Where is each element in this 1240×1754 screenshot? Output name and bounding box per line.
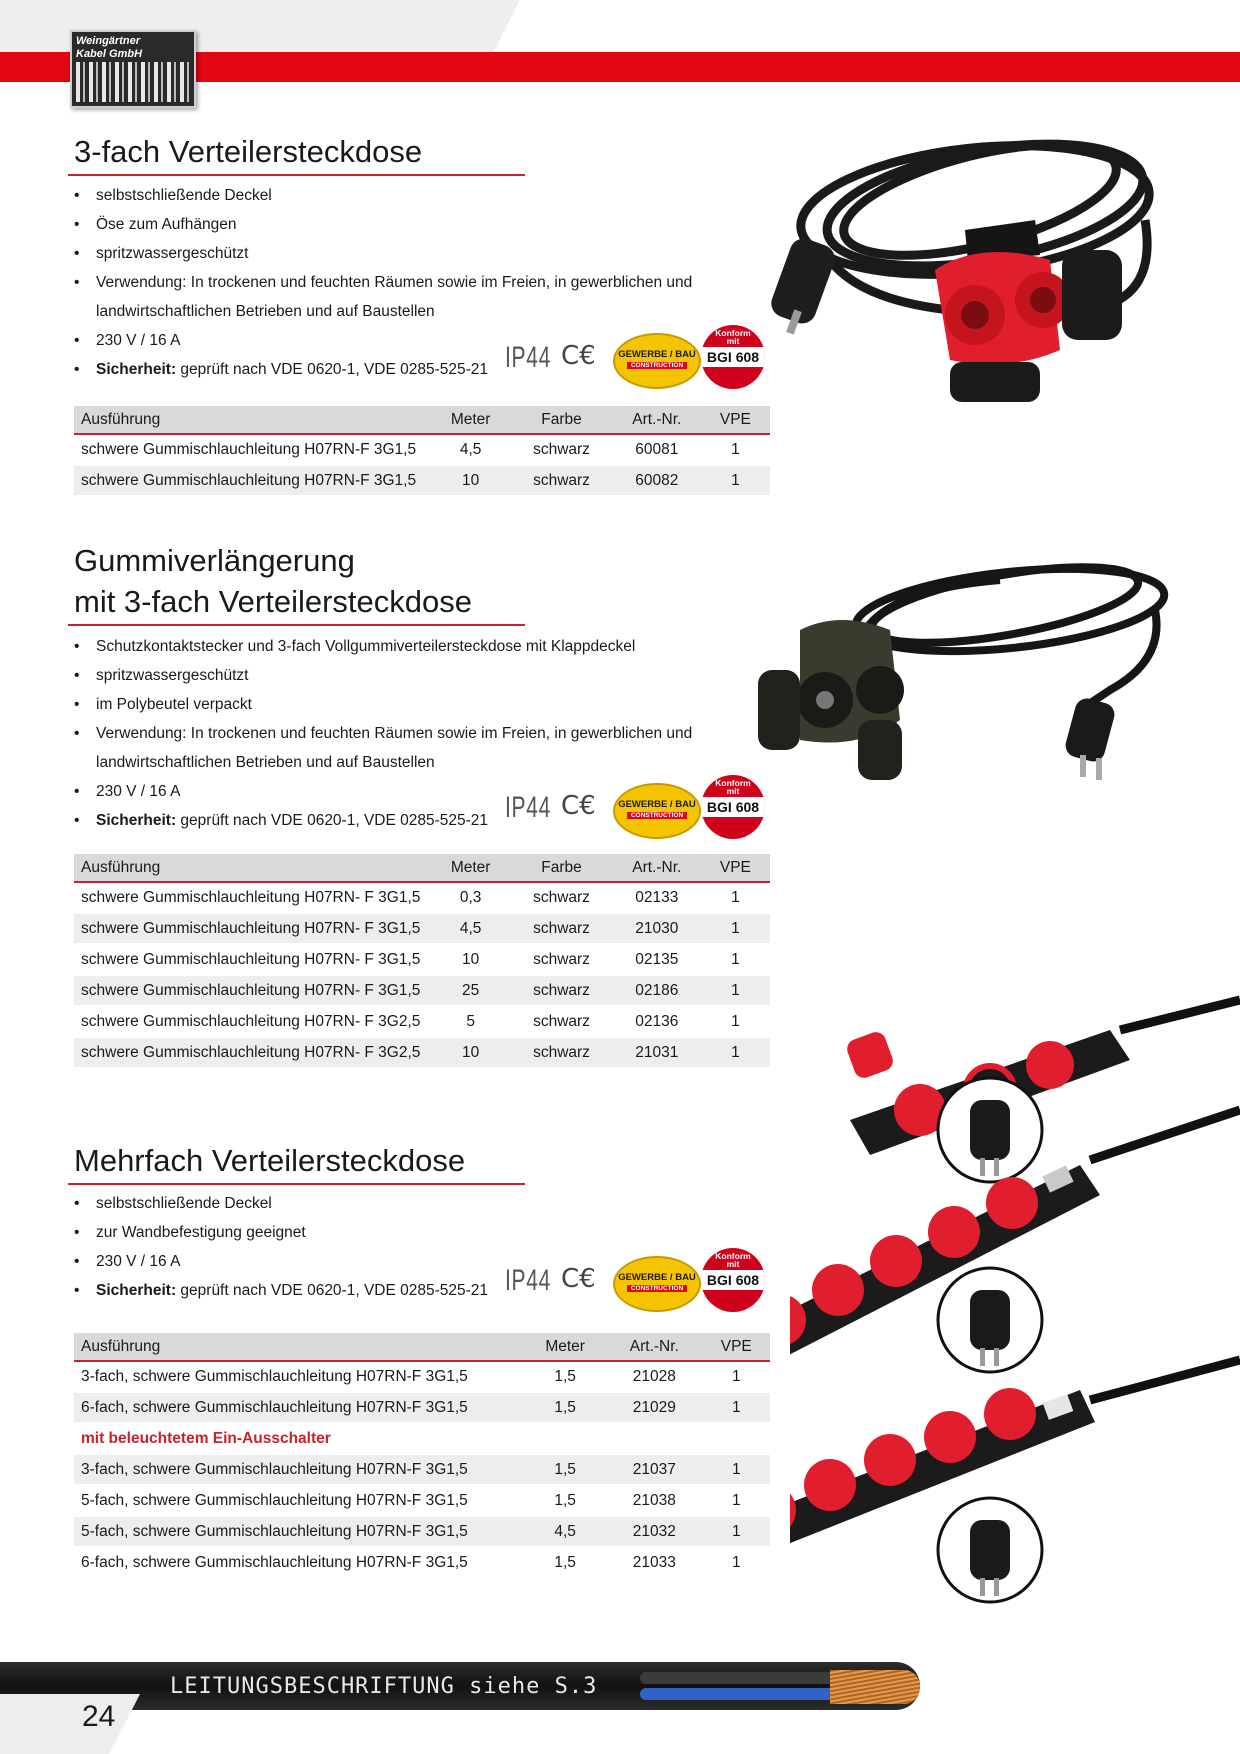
title-underline bbox=[68, 1183, 525, 1185]
cell-meter: 25 bbox=[431, 975, 510, 1006]
cell-artnr: 21037 bbox=[606, 1454, 702, 1485]
cell-ausfuehrung: schwere Gummischlauchleitung H07RN-F 3G1,5 bbox=[74, 465, 431, 496]
cell-ausfuehrung: schwere Gummischlauchleitung H07RN- F 3G2,5 bbox=[74, 1006, 431, 1037]
cell-farbe: schwarz bbox=[510, 913, 613, 944]
ip44-mark: IP44 bbox=[505, 791, 552, 824]
cell-vpe: 1 bbox=[703, 1454, 771, 1485]
table-row bbox=[74, 882, 770, 913]
gewerbe-label: GEWERBE / BAU bbox=[618, 1272, 696, 1283]
feature-item: • Verwendung: In trockenen und feuchten Räumen sowie im Freien, in gewerblichen und bbox=[74, 719, 692, 748]
table-row bbox=[74, 434, 770, 465]
cell-vpe: 1 bbox=[703, 1392, 771, 1423]
table-row bbox=[74, 944, 770, 975]
table-row bbox=[74, 1392, 770, 1423]
cell-farbe: schwarz bbox=[510, 975, 613, 1006]
table-row bbox=[74, 975, 770, 1006]
section-title: Mehrfach Verteilersteckdose bbox=[74, 1143, 466, 1178]
subheading-illuminated-switch: mit beleuchtetem Ein-Ausschalter bbox=[74, 1423, 770, 1454]
feature-item-continued: landwirtschaftlichen Betrieben und auf Baustellen bbox=[96, 754, 435, 771]
feature-item: • selbstschließende Deckel bbox=[74, 1189, 488, 1218]
cell-vpe: 1 bbox=[701, 975, 770, 1006]
cell-vpe: 1 bbox=[703, 1361, 771, 1392]
product-table bbox=[74, 854, 770, 1069]
cell-artnr: 02133 bbox=[613, 882, 701, 913]
cell-vpe: 1 bbox=[703, 1516, 771, 1547]
table-header-row bbox=[74, 406, 770, 434]
cell-ausfuehrung: schwere Gummischlauchleitung H07RN- F 3G1,5 bbox=[74, 882, 431, 913]
product-image-red-3way-socket bbox=[750, 110, 1180, 430]
cell-artnr: 21032 bbox=[606, 1516, 702, 1547]
gewerbe-bau-seal bbox=[613, 333, 701, 389]
cell-vpe: 1 bbox=[701, 913, 770, 944]
cable-print-text: LEITUNGSBESCHRIFTUNG siehe S.3 bbox=[170, 1674, 598, 1699]
footer-wire-blue bbox=[640, 1688, 840, 1700]
cell-artnr: 02135 bbox=[613, 944, 701, 975]
company-logo bbox=[70, 30, 196, 108]
col-meter: Meter bbox=[431, 854, 510, 882]
construction-label: CONSTRUCTION bbox=[627, 812, 687, 819]
cell-vpe: 1 bbox=[703, 1547, 771, 1578]
cell-artnr: 21030 bbox=[613, 913, 701, 944]
ce-mark: C€ bbox=[561, 1264, 596, 1294]
cell-ausfuehrung: schwere Gummischlauchleitung H07RN- F 3G1,5 bbox=[74, 975, 431, 1006]
cell-meter: 4,5 bbox=[524, 1516, 606, 1547]
col-ausfuehrung: Ausführung bbox=[74, 406, 431, 434]
cell-vpe: 1 bbox=[701, 434, 770, 465]
cell-meter: 1,5 bbox=[524, 1392, 606, 1423]
cell-vpe: 1 bbox=[701, 1006, 770, 1037]
col-farbe: Farbe bbox=[510, 854, 613, 882]
col-ausfuehrung: Ausführung bbox=[74, 1333, 524, 1361]
feature-item-continued: landwirtschaftlichen Betrieben und auf Baustellen bbox=[96, 303, 435, 320]
cell-meter: 0,3 bbox=[431, 882, 510, 913]
gewerbe-label: GEWERBE / BAU bbox=[618, 349, 696, 360]
table-row bbox=[74, 1516, 770, 1547]
cell-farbe: schwarz bbox=[510, 465, 613, 496]
safety-label: Sicherheit: bbox=[96, 1282, 177, 1299]
cell-ausfuehrung: 6-fach, schwere Gummischlauchleitung H07RN-F 3G1,5 bbox=[74, 1392, 524, 1423]
cell-ausfuehrung: 6-fach, schwere Gummischlauchleitung H07RN-F 3G1,5 bbox=[74, 1547, 524, 1578]
table-header-row bbox=[74, 854, 770, 882]
page-number-box bbox=[0, 1694, 140, 1754]
cell-farbe: schwarz bbox=[510, 1006, 613, 1037]
strip-6way-b bbox=[790, 1360, 1240, 1602]
cell-ausfuehrung: schwere Gummischlauchleitung H07RN- F 3G1,5 bbox=[74, 913, 431, 944]
table-header-row bbox=[74, 1333, 770, 1361]
cell-meter: 10 bbox=[431, 465, 510, 496]
bgi608-label: BGI 608 bbox=[706, 349, 760, 365]
col-artnr: Art.-Nr. bbox=[606, 1333, 702, 1361]
cell-ausfuehrung: schwere Gummischlauchleitung H07RN- F 3G1,5 bbox=[74, 944, 431, 975]
feature-item: • im Polybeutel verpackt bbox=[74, 690, 692, 719]
feature-item: • 230 V / 16 A bbox=[74, 326, 692, 355]
product-table bbox=[74, 1333, 770, 1579]
gewerbe-bau-seal bbox=[613, 783, 701, 839]
footer-wire-black bbox=[640, 1672, 860, 1684]
cell-farbe: schwarz bbox=[510, 434, 613, 465]
bgi608-label: BGI 608 bbox=[706, 799, 760, 815]
cell-meter: 4,5 bbox=[431, 913, 510, 944]
cell-farbe: schwarz bbox=[510, 1037, 613, 1068]
cell-vpe: 1 bbox=[701, 944, 770, 975]
table-subheading-row bbox=[74, 1423, 770, 1454]
table-row bbox=[74, 1361, 770, 1392]
col-farbe: Farbe bbox=[510, 406, 613, 434]
cell-meter: 4,5 bbox=[431, 434, 510, 465]
title-underline bbox=[68, 174, 525, 176]
construction-label: CONSTRUCTION bbox=[627, 362, 687, 369]
table-row bbox=[74, 1006, 770, 1037]
table-row bbox=[74, 913, 770, 944]
col-meter: Meter bbox=[431, 406, 510, 434]
col-artnr: Art.-Nr. bbox=[613, 406, 701, 434]
feature-item: • Schutzkontaktstecker und 3-fach Vollgummiverteilersteckdose mit Klappdeckel bbox=[74, 632, 692, 661]
bgi608-seal bbox=[701, 1248, 765, 1312]
feature-item-safety bbox=[74, 1276, 488, 1305]
feature-item: • selbstschließende Deckel bbox=[74, 181, 692, 210]
feature-item: • 230 V / 16 A bbox=[74, 777, 692, 806]
cell-vpe: 1 bbox=[703, 1485, 771, 1516]
cell-artnr: 21028 bbox=[606, 1361, 702, 1392]
safety-label: Sicherheit: bbox=[96, 361, 177, 378]
gewerbe-label: GEWERBE / BAU bbox=[618, 799, 696, 810]
col-vpe: VPE bbox=[701, 406, 770, 434]
product-image-multi-socket-strips bbox=[790, 990, 1240, 1650]
table-row bbox=[74, 465, 770, 496]
footer-copper-strands bbox=[830, 1670, 920, 1704]
company-name: Weingärtner Kabel GmbH bbox=[76, 35, 143, 60]
cell-ausfuehrung: 5-fach, schwere Gummischlauchleitung H07RN-F 3G1,5 bbox=[74, 1485, 524, 1516]
feature-item: • Öse zum Aufhängen bbox=[74, 210, 692, 239]
cell-farbe: schwarz bbox=[510, 882, 613, 913]
konform-label: Konform mit bbox=[715, 328, 751, 346]
safety-text: geprüft nach VDE 0620-1, VDE 0285-525-21 bbox=[176, 361, 489, 378]
cell-artnr: 02186 bbox=[613, 975, 701, 1006]
table-row bbox=[74, 1485, 770, 1516]
safety-text: geprüft nach VDE 0620-1, VDE 0285-525-21 bbox=[176, 1282, 489, 1299]
cell-ausfuehrung: schwere Gummischlauchleitung H07RN-F 3G1,5 bbox=[74, 434, 431, 465]
cell-artnr: 02136 bbox=[613, 1006, 701, 1037]
safety-label: Sicherheit: bbox=[96, 812, 177, 829]
strip-3way bbox=[844, 1000, 1240, 1182]
cell-meter: 10 bbox=[431, 944, 510, 975]
cell-vpe: 1 bbox=[701, 1037, 770, 1068]
table-row bbox=[74, 1454, 770, 1485]
section-title: Gummiverlängerung bbox=[74, 543, 355, 578]
cell-vpe: 1 bbox=[701, 465, 770, 496]
cell-ausfuehrung: 3-fach, schwere Gummischlauchleitung H07RN-F 3G1,5 bbox=[74, 1361, 524, 1392]
title-underline bbox=[68, 624, 525, 626]
col-vpe: VPE bbox=[703, 1333, 771, 1361]
product-table bbox=[74, 406, 770, 497]
table-row bbox=[74, 1037, 770, 1068]
cell-meter: 5 bbox=[431, 1006, 510, 1037]
feature-item: • spritzwassergeschützt bbox=[74, 239, 692, 268]
gewerbe-bau-seal bbox=[613, 1256, 701, 1312]
cell-meter: 1,5 bbox=[524, 1454, 606, 1485]
cell-meter: 10 bbox=[431, 1037, 510, 1068]
feature-item: • Verwendung: In trockenen und feuchten Räumen sowie im Freien, in gewerblichen und bbox=[74, 268, 692, 297]
logo-cable-graphic bbox=[76, 62, 190, 102]
cell-meter: 1,5 bbox=[524, 1361, 606, 1392]
cell-vpe: 1 bbox=[701, 882, 770, 913]
product-image-black-3way-socket bbox=[740, 550, 1180, 800]
cell-artnr: 21038 bbox=[606, 1485, 702, 1516]
cell-farbe: schwarz bbox=[510, 944, 613, 975]
feature-item: • spritzwassergeschützt bbox=[74, 661, 692, 690]
table-row bbox=[74, 1547, 770, 1578]
cell-artnr: 21029 bbox=[606, 1392, 702, 1423]
cell-ausfuehrung: 3-fach, schwere Gummischlauchleitung H07RN-F 3G1,5 bbox=[74, 1454, 524, 1485]
certification-badges bbox=[505, 1248, 795, 1318]
feature-list bbox=[74, 1189, 488, 1305]
feature-item: • 230 V / 16 A bbox=[74, 1247, 488, 1276]
ce-mark: C€ bbox=[561, 341, 596, 371]
col-artnr: Art.-Nr. bbox=[613, 854, 701, 882]
cell-artnr: 21033 bbox=[606, 1547, 702, 1578]
cell-artnr: 21031 bbox=[613, 1037, 701, 1068]
cell-ausfuehrung: 5-fach, schwere Gummischlauchleitung H07RN-F 3G1,5 bbox=[74, 1516, 524, 1547]
safety-text: geprüft nach VDE 0620-1, VDE 0285-525-21 bbox=[176, 812, 489, 829]
konform-label: Konform mit bbox=[715, 778, 751, 796]
section-title: 3-fach Verteilersteckdose bbox=[74, 134, 423, 169]
cell-artnr: 60081 bbox=[613, 434, 701, 465]
cell-meter: 1,5 bbox=[524, 1485, 606, 1516]
cell-artnr: 60082 bbox=[613, 465, 701, 496]
col-meter: Meter bbox=[524, 1333, 606, 1361]
feature-item: • zur Wandbefestigung geeignet bbox=[74, 1218, 488, 1247]
konform-label: Konform mit bbox=[715, 1251, 751, 1269]
cell-meter: 1,5 bbox=[524, 1547, 606, 1578]
ip44-mark: IP44 bbox=[505, 1264, 552, 1297]
ce-mark: C€ bbox=[561, 791, 596, 821]
col-vpe: VPE bbox=[701, 854, 770, 882]
page-number: 24 bbox=[82, 1700, 116, 1733]
section-title-line2: mit 3-fach Verteilersteckdose bbox=[74, 584, 473, 619]
col-ausfuehrung: Ausführung bbox=[74, 854, 431, 882]
construction-label: CONSTRUCTION bbox=[627, 1285, 687, 1292]
cell-ausfuehrung: schwere Gummischlauchleitung H07RN- F 3G2,5 bbox=[74, 1037, 431, 1068]
bgi608-label: BGI 608 bbox=[706, 1272, 760, 1288]
ip44-mark: IP44 bbox=[505, 341, 552, 374]
